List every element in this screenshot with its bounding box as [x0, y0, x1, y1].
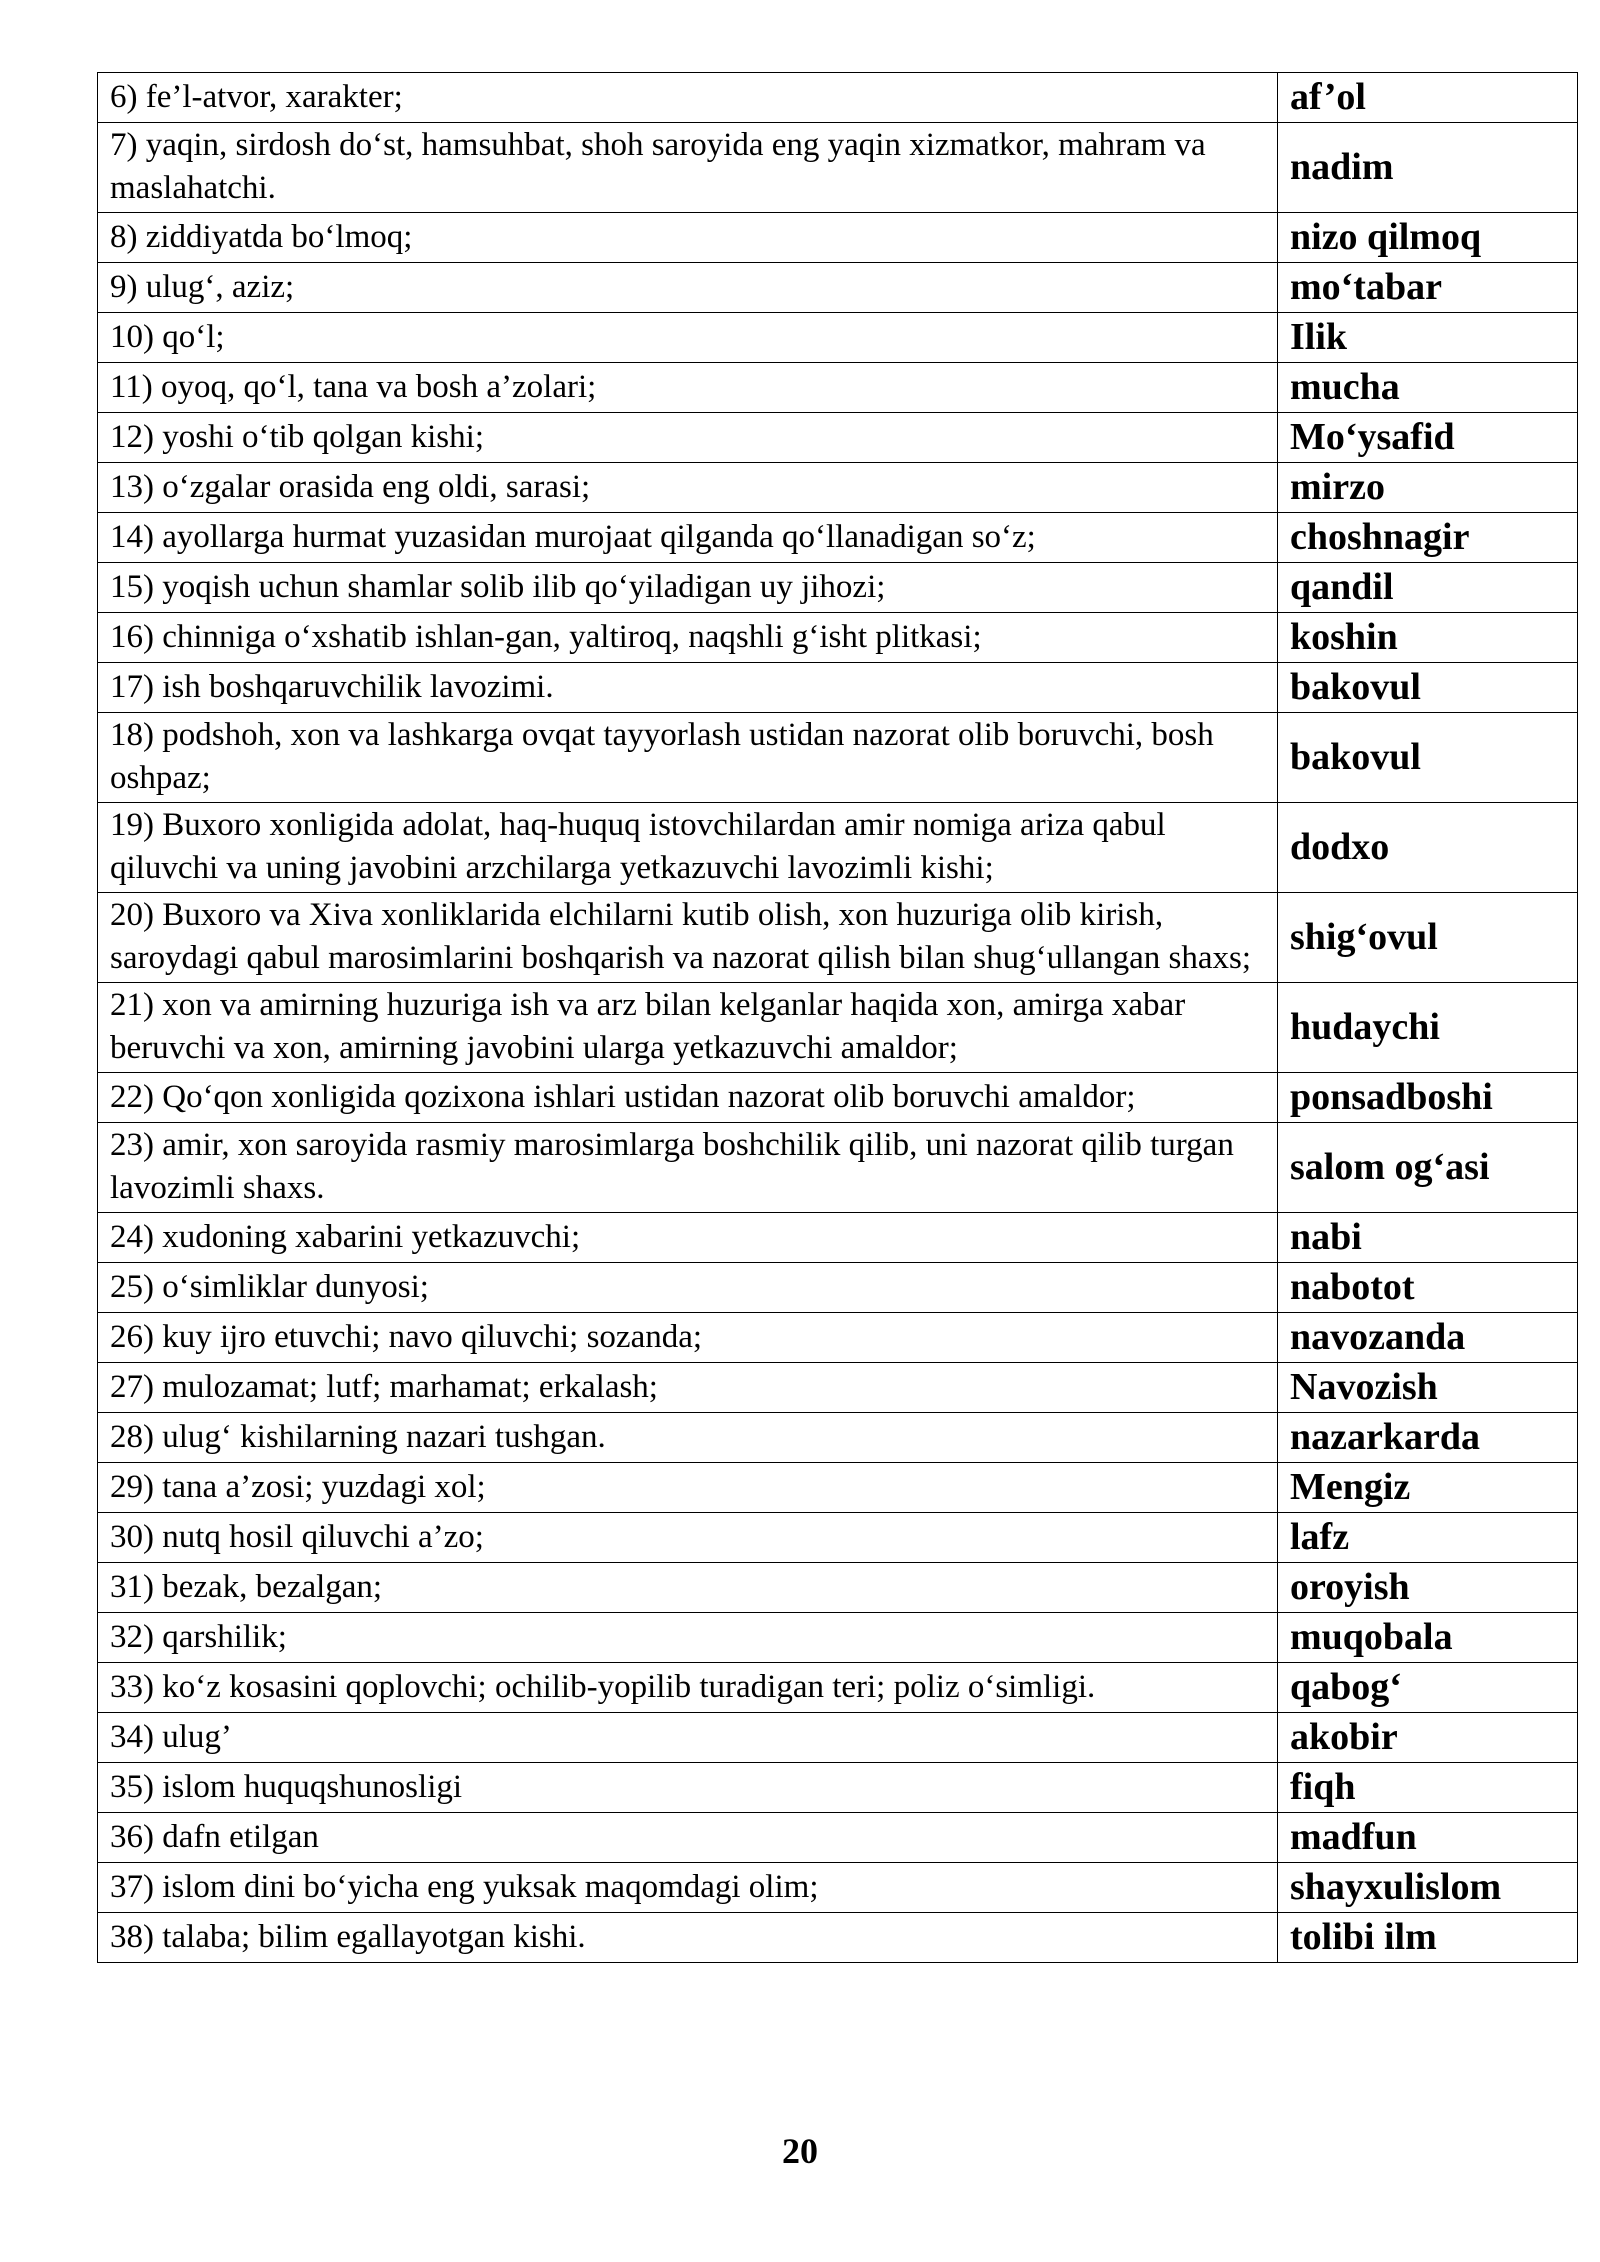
- table-row: [98, 73, 1578, 123]
- term-cell: navozanda: [1278, 1313, 1578, 1363]
- table-row: [98, 1313, 1578, 1363]
- definition-cell: 18) podshoh, xon va lashkarga ovqat tayyorlash ustidan nazorat olib boruvchi, bosh oshpaz;: [98, 713, 1278, 803]
- term-cell: nazarkarda: [1278, 1413, 1578, 1463]
- table-row: [98, 513, 1578, 563]
- term-cell: bakovul: [1278, 663, 1578, 713]
- table-row: [98, 1363, 1578, 1413]
- definition-cell: 27) mulozamat; lutf; marhamat; erkalash;: [98, 1363, 1278, 1413]
- table-row: [98, 1863, 1578, 1913]
- table-row: [98, 1073, 1578, 1123]
- definition-cell: 28) ulug‘ kishilarning nazari tushgan.: [98, 1413, 1278, 1463]
- term-cell: Navozish: [1278, 1363, 1578, 1413]
- table-row: [98, 1463, 1578, 1513]
- table-row: [98, 463, 1578, 513]
- table-row: [98, 363, 1578, 413]
- table-row: [98, 1713, 1578, 1763]
- definition-cell: 10) qo‘l;: [98, 313, 1278, 363]
- definition-cell: 23) amir, xon saroyida rasmiy marosimlarga boshchilik qilib, uni nazorat qilib turgan lavozimli shaxs.: [98, 1123, 1278, 1213]
- term-cell: bakovul: [1278, 713, 1578, 803]
- table-row: [98, 1663, 1578, 1713]
- term-cell: qandil: [1278, 563, 1578, 613]
- definition-cell: 34) ulug’: [98, 1713, 1278, 1763]
- term-cell: Ilik: [1278, 313, 1578, 363]
- definition-cell: 7) yaqin, sirdosh do‘st, hamsuhbat, shoh saroyida eng yaqin xizmatkor, mahram va maslahatchi.: [98, 123, 1278, 213]
- definition-cell: 16) chinniga o‘xshatib ishlan-gan, yaltiroq, naqshli g‘isht plitkasi;: [98, 613, 1278, 663]
- term-cell: tolibi ilm: [1278, 1913, 1578, 1963]
- term-cell: salom og‘asi: [1278, 1123, 1578, 1213]
- definition-cell: 17) ish boshqaruvchilik lavozimi.: [98, 663, 1278, 713]
- term-cell: fiqh: [1278, 1763, 1578, 1813]
- term-cell: muqobala: [1278, 1613, 1578, 1663]
- definition-cell: 19) Buxoro xonligida adolat, haq-huquq istovchilardan amir nomiga ariza qabul qiluvchi va uning javobini arzchilarga yetkazuvchi lavozimli kishi;: [98, 803, 1278, 893]
- definition-cell: 22) Qo‘qon xonligida qozixona ishlari ustidan nazorat olib boruvchi amaldor;: [98, 1073, 1278, 1123]
- definition-cell: 29) tana a’zosi; yuzdagi xol;: [98, 1463, 1278, 1513]
- definition-cell: 14) ayollarga hurmat yuzasidan murojaat qilganda qo‘llanadigan so‘z;: [98, 513, 1278, 563]
- table-row: [98, 613, 1578, 663]
- definition-cell: 26) kuy ijro etuvchi; navo qiluvchi; sozanda;: [98, 1313, 1278, 1363]
- term-cell: lafz: [1278, 1513, 1578, 1563]
- definition-cell: 24) xudoning xabarini yetkazuvchi;: [98, 1213, 1278, 1263]
- definition-cell: 25) o‘simliklar dunyosi;: [98, 1263, 1278, 1313]
- table-row: [98, 1513, 1578, 1563]
- definition-cell: 21) xon va amirning huzuriga ish va arz bilan kelganlar haqida xon, amirga xabar beruvchi va xon, amirning javobini ularga yetkazuvchi amaldor;: [98, 983, 1278, 1073]
- term-cell: shig‘ovul: [1278, 893, 1578, 983]
- term-cell: dodxo: [1278, 803, 1578, 893]
- definition-cell: 12) yoshi o‘tib qolgan kishi;: [98, 413, 1278, 463]
- table-row: [98, 1913, 1578, 1963]
- term-cell: akobir: [1278, 1713, 1578, 1763]
- term-cell: nizo qilmoq: [1278, 213, 1578, 263]
- definition-cell: 36) dafn etilgan: [98, 1813, 1278, 1863]
- definition-cell: 11) oyoq, qo‘l, tana va bosh a’zolari;: [98, 363, 1278, 413]
- term-cell: nabi: [1278, 1213, 1578, 1263]
- table-row: [98, 663, 1578, 713]
- vocabulary-table: [97, 72, 1578, 1963]
- definition-cell: 35) islom huquqshunosligi: [98, 1763, 1278, 1813]
- term-cell: koshin: [1278, 613, 1578, 663]
- definition-cell: 33) ko‘z kosasini qoplovchi; ochilib-yopilib turadigan teri; poliz o‘simligi.: [98, 1663, 1278, 1713]
- page-number: 20: [782, 2131, 818, 2171]
- definition-cell: 31) bezak, bezalgan;: [98, 1563, 1278, 1613]
- term-cell: oroyish: [1278, 1563, 1578, 1613]
- table-row: [98, 413, 1578, 463]
- term-cell: hudaychi: [1278, 983, 1578, 1073]
- definition-cell: 37) islom dini bo‘yicha eng yuksak maqomdagi olim;: [98, 1863, 1278, 1913]
- table-row: [98, 713, 1578, 803]
- definition-cell: 8) ziddiyatda bo‘lmoq;: [98, 213, 1278, 263]
- term-cell: nadim: [1278, 123, 1578, 213]
- table-row: [98, 1613, 1578, 1663]
- term-cell: Mengiz: [1278, 1463, 1578, 1513]
- table-row: [98, 1563, 1578, 1613]
- definition-cell: 9) ulug‘, aziz;: [98, 263, 1278, 313]
- definition-cell: 6) fe’l-atvor, xarakter;: [98, 73, 1278, 123]
- term-cell: ponsadboshi: [1278, 1073, 1578, 1123]
- definition-cell: 13) o‘zgalar orasida eng oldi, sarasi;: [98, 463, 1278, 513]
- term-cell: mucha: [1278, 363, 1578, 413]
- term-cell: Mo‘ysafid: [1278, 413, 1578, 463]
- definition-cell: 32) qarshilik;: [98, 1613, 1278, 1663]
- definition-cell: 15) yoqish uchun shamlar solib ilib qo‘yiladigan uy jihozi;: [98, 563, 1278, 613]
- table-row: [98, 313, 1578, 363]
- table-row: [98, 1213, 1578, 1263]
- table-row: [98, 803, 1578, 893]
- term-cell: mirzo: [1278, 463, 1578, 513]
- term-cell: mo‘tabar: [1278, 263, 1578, 313]
- table-row: [98, 1763, 1578, 1813]
- table-row: [98, 263, 1578, 313]
- term-cell: shayxulislom: [1278, 1863, 1578, 1913]
- term-cell: qabog‘: [1278, 1663, 1578, 1713]
- definition-cell: 38) talaba; bilim egallayotgan kishi.: [98, 1913, 1278, 1963]
- table-row: [98, 893, 1578, 983]
- table-row: [98, 563, 1578, 613]
- table-row: [98, 1413, 1578, 1463]
- term-cell: nabotot: [1278, 1263, 1578, 1313]
- term-cell: madfun: [1278, 1813, 1578, 1863]
- table-row: [98, 1263, 1578, 1313]
- term-cell: af’ol: [1278, 73, 1578, 123]
- term-cell: choshnagir: [1278, 513, 1578, 563]
- definition-cell: 30) nutq hosil qiluvchi a’zo;: [98, 1513, 1278, 1563]
- vocabulary-table-body: [98, 73, 1578, 1963]
- table-row: [98, 983, 1578, 1073]
- table-row: [98, 123, 1578, 213]
- definition-cell: 20) Buxoro va Xiva xonliklarida elchilarni kutib olish, xon huzuriga olib kirish, saroydagi qabul marosimlarini boshqarish va nazorat qilish bilan shug‘ullangan shaxs;: [98, 893, 1278, 983]
- table-row: [98, 1813, 1578, 1863]
- table-row: [98, 1123, 1578, 1213]
- table-row: [98, 213, 1578, 263]
